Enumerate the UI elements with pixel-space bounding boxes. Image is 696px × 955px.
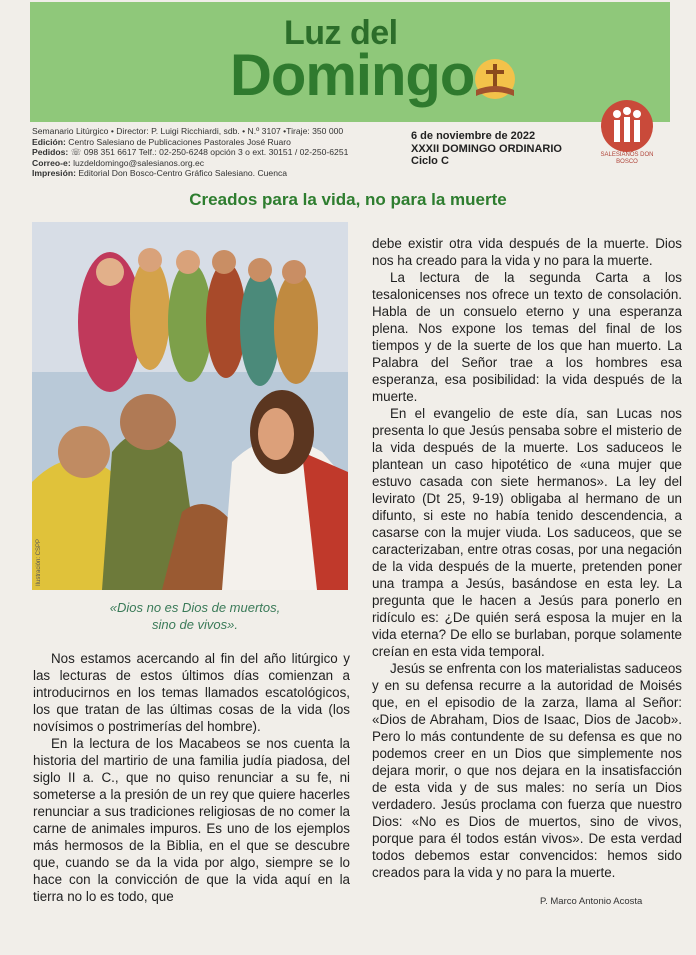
article-paragraph: Nos estamos acercando al fin del año litúrgico y las lecturas de estos últimos días comienzan a introducirnos en los temas llamados escatológicos, los que tratan de las últimas cosas de la vida (los novísimos o postrimerías del hombre). <box>33 651 350 734</box>
article-paragraph: La lectura de la segunda Carta a los tesalonicenses nos ofrece un texto de consolación. Habla de un consuelo eterno y una esperanza plena. Nos expone los temas del final de los tiempos y de la suerte de los que han muerto. La Palabra del Señor trae a los hombres esa esperanza, esa posibilidad: la vida después de la muerte. <box>372 270 682 404</box>
salesianos-logo-icon <box>601 100 653 152</box>
issue-info <box>411 130 562 168</box>
info-line-director: Semanario Litúrgico • Director: P. Luigi Ricchiardi, sdb. • N.º 3107 •Tiraje: 350 000 <box>32 126 344 136</box>
caption-line-1: «Dios no es Dios de muertos, <box>109 600 281 615</box>
jesus-and-disciples-illustration <box>32 222 348 590</box>
article-paragraph: En el evangelio de este día, san Lucas nos presenta lo que Jesús pensaba sobre el misterio de la vida después de la muerte. Los saduceos le plantean un caso hipotético de «una mujer que estuvo casada con siete hermanos». La ley del levirato (Dt 25, 9-19) obligaba al hermano de un difunto, si este no había tenido descendencia, a casarse con la mujer viuda. Los saduceos, que se caracterizaban, entre otras cosas, por una negación de la vida después de la muerte, pretenden poner una trampa a Jesús, basándose en esta ley. La pregunta que le hacen a Jesús para ponerlo en ridículo es: ¿De quién será esposa la mujer en la vida eterna? De ello se burlaban, porque solamente creían en esta vida temporal. <box>372 406 682 659</box>
salesianos-seal <box>595 96 659 176</box>
masthead-banner <box>30 2 670 122</box>
article-paragraph: En la lectura de los Macabeos se nos cuenta la historia del martirio de una familia judía piadosa, del siglo II a. C., que no quiso renunciar a su fe, ni someterse a la presión de un rey que quiere hacerles renunciar a sus tradiciones religiosas de no comer la carne de animales impuros. Es uno de los ejemplos más hermosos de la Biblia, en el que se descubre que, cuando se da la vida por algo, siempre se lo hace con la convicción de que la vida aquí en la tierra no lo es todo, que <box>33 736 350 904</box>
info-line-impresion: Impresión: Editorial Don Bosco-Centro Gráfico Salesiano. Cuenca <box>32 168 288 178</box>
issue-cycle: Ciclo C <box>411 155 449 167</box>
bible-cross-icon <box>472 56 518 102</box>
issue-sunday: XXXII DOMINGO ORDINARIO <box>411 142 562 155</box>
caption-line-2: sino de vivos». <box>152 617 238 632</box>
title-luz-del: Luz del <box>284 14 398 52</box>
publication-info <box>32 126 402 179</box>
article-column-right <box>372 235 682 881</box>
article-headline: Creados para la vida, no para la muerte <box>189 190 507 209</box>
author-signature: P. Marco Antonio Acosta <box>540 896 643 907</box>
article-paragraph: Jesús se enfrenta con los materialistas saduceos y en su defensa recurre a la autoridad de Moisés que, en el episodio de la zarza, llama al Señor: «Dios de Abraham, Dios de Isaac, Dios de Jacob». Pero lo más contundente de su defensa es que no podemos creer en un Dios que simplemente nos dejara morir, o que nos dejara en la insatisfacción de esta vida y de sus males: no sería un Dios verdadero. Jesús proclama con fuerza que nuestro Dios: «No es Dios de muertos, sino de vivos, porque para él todos están vivos». De esta verdad todos debemos estar convencidos: hemos sido creados para la vida y no para la muerte. <box>372 661 682 880</box>
article-column-left <box>33 650 350 905</box>
article-paragraph: debe existir otra vida después de la muerte. Dios nos ha creado para la vida y no para la muerte. <box>372 236 682 268</box>
info-line-edicion: Edición: Centro Salesiano de Publicaciones Pastorales José Ruaro <box>32 136 291 147</box>
info-line-correo: Correo-e: luzdeldomingo@salesianos.org.ec <box>32 157 205 168</box>
illustration-credit: Ilustración: CSPP <box>36 538 42 586</box>
issue-date: 6 de noviembre de 2022 <box>411 130 536 142</box>
whatsapp-icon: ☏ <box>70 147 82 157</box>
info-line-pedidos: Pedidos: ☏ 098 351 6617 Telf.: 02-250-6248 opción 3 o ext. 30151 / 02-250-6251 <box>32 147 349 157</box>
illustration-caption <box>40 599 350 633</box>
title-domingo: Domingo <box>230 43 475 108</box>
seal-label: SALESIANOS DON BOSCO <box>600 152 654 165</box>
